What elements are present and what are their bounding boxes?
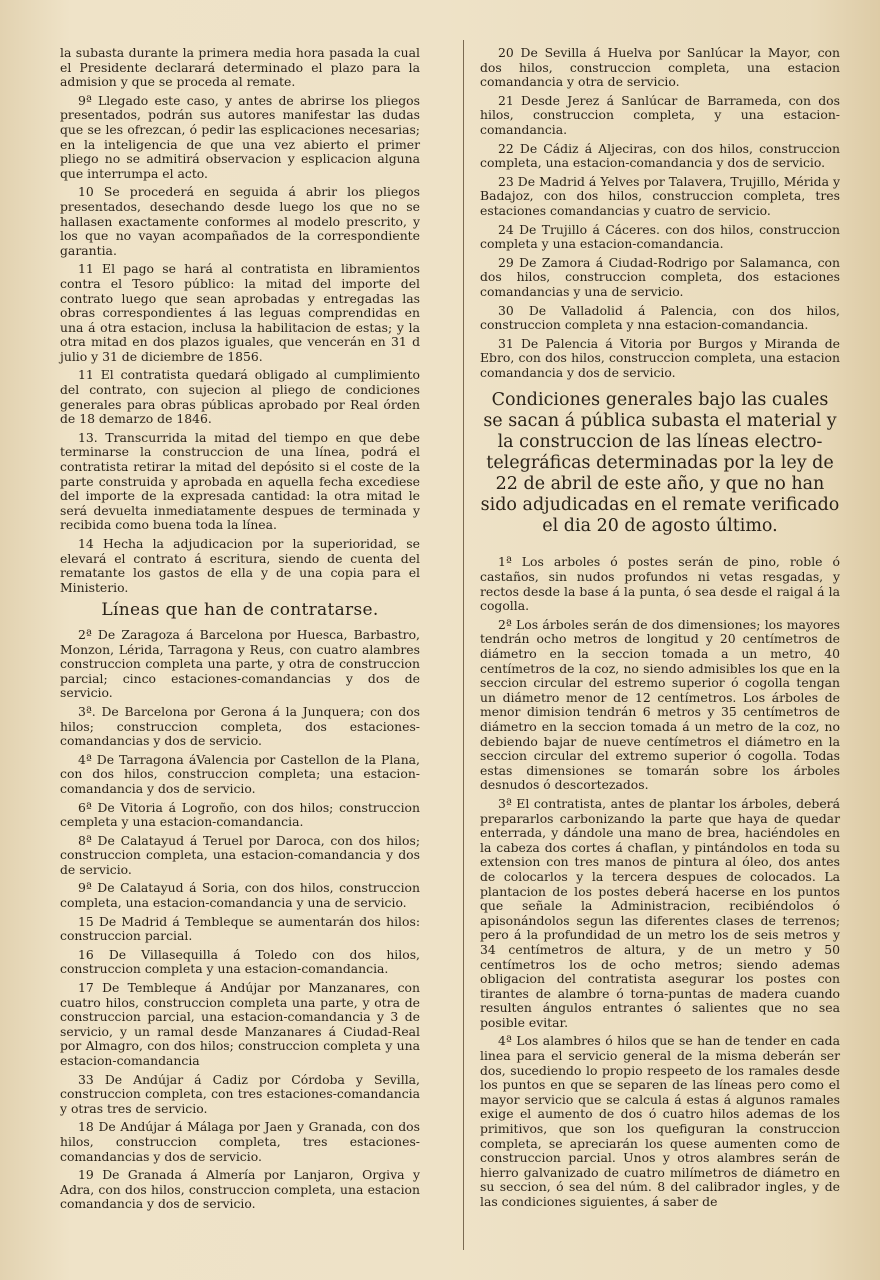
paragraph: 9ª Llegado este caso, y antes de abrirse los pliegos presentados, podrán sus autores manifestar las dudas que se les ofrezcan, ó pedir las esplicaciones necesarias; en la inteligencia de que una vez abierto el primer pliego no se admitirá observacion y esplicacion alguna que interrumpa el acto. — [60, 92, 420, 181]
line-item: 29 De Zamora á Ciudad-Rodrigo por Salamanca, con dos hilos, construccion completa, dos estaciones comandancias y una de servicio. — [480, 254, 840, 299]
line-item: 8ª De Calatayud á Teruel por Daroca, con dos hilos; construccion completa, una estacion-comandancia y dos de servicio. — [60, 832, 420, 877]
line-item: 33 De Andújar á Cadiz por Córdoba y Sevilla, construccion completa, con tres estaciones-comandancia y otras tres de servicio. — [60, 1071, 420, 1116]
line-item: 30 De Valladolid á Palencia, con dos hilos, construccion completa y nna estacion-comandancia. — [480, 302, 840, 333]
paragraph: 11 El contratista quedará obligado al cumplimiento del contrato, con sujecion al pliego de condiciones generales para obras públicas aprobado por Real órden de 18 demarzo de 1846. — [60, 367, 420, 427]
line-item: 15 De Madrid á Tembleque se aumentarán dos hilos: construccion parcial. — [60, 913, 420, 944]
section-title-conditions: Condiciones generales bajo las cuales se sacan á pública subasta el material y la construccion de las líneas electro-telegráficas determinadas por la ley de 22 de abril de este año, y que no han sido adjudicadas en el remate verificado el dia 20 de agosto último. — [480, 390, 840, 537]
line-item: 31 De Palencia á Vitoria por Burgos y Miranda de Ebro, con dos hilos, construccion completa, una estacion comandancia y dos de servicio. — [480, 335, 840, 380]
line-item: 23 De Madrid á Yelves por Talavera, Trujillo, Mérida y Badajoz, con dos hilos, construccion completa, tres estaciones comandancias y cuatro de servicio. — [480, 173, 840, 218]
left-top-paragraphs — [60, 46, 420, 595]
line-item: 6ª De Vitoria á Logroño, con dos hilos; construccion cempleta y una estacion-comandancia. — [60, 799, 420, 830]
right-column — [480, 46, 840, 1214]
condition-paragraph: 3ª El contratista, antes de plantar los árboles, deberá prepararlos carbonizando la parte que haya de quedar enterrada, y dándole una mano de brea, haciéndoles en la cabeza dos cortes á chaflan, y pintándolos en toda su extension con tres manos de pintura al óleo, dos antes de colocarlos y la tercera despues de colocados. La plantacion de los postes deberá hacerse en los puntos que señale la Administracion, recibiéndolos ó apisonándolos segun las diferentes clases de terrenos; pero á la profundidad de un metro los de seis metros y 34 centímetros de altura, y de un metro y 50 centímetros los de ocho metros; siendo ademas obligacion del contratista asegurar los postes con tirantes de alambre ó torna-puntas de madera cuando resulten ángulos entrantes ó salientes que no sea posible evitar. — [480, 795, 840, 1030]
line-item: 4ª De Tarragona áValencia por Castellon de la Plana, con dos hilos, construccion completa; una estacion-comandancia y dos de servicio. — [60, 751, 420, 796]
right-lines-list — [480, 46, 840, 380]
conditions-list — [480, 555, 840, 1209]
line-item: 16 De Villasequilla á Toledo con dos hilos, construccion completa y una estacion-comandancia. — [60, 946, 420, 977]
column-divider — [463, 40, 464, 1250]
line-item: 20 De Sevilla á Huelva por Sanlúcar la Mayor, con dos hilos, construccion completa, una estacion comandancia y otra de servicio. — [480, 45, 840, 90]
paragraph: la subasta durante la primera media hora pasada la cual el Presidente declarará determinado el plazo para la admision y que se proceda al remate. — [60, 45, 420, 90]
paragraph: 14 Hecha la adjudicacion por la superioridad, se elevará el contrato á escritura, siendo de cuenta del rematante los gastos de ella y de una copia para el Ministerio. — [60, 536, 420, 595]
paragraph: 11 El pago se hará al contratista en libramientos contra el Tesoro público: la mitad del importe del contrato luego que sean aprobadas y entregadas las obras correspondientes á las leguas comprendidas en una á otra estacion, inclusa la habilitacion de estas; y la otra mitad en dos plazos iguales, que vencerán en 31 d julio y 31 de diciembre de 1856. — [60, 261, 420, 364]
line-item: 9ª De Calatayud á Soria, con dos hilos, construccion completa, una estacion-comandancia y una de servicio. — [60, 880, 420, 911]
paragraph: 13. Transcurrida la mitad del tiempo en que debe terminarse la construccion de una línea, podrá el contratista retirar la mitad del depósito si el coste de la parte construida y aprobada en aquella fecha excediese del importe de la expresada cantidad: la otra mitad le será devuelta inmediatamente despues de terminada y recibida como buena toda la línea. — [60, 429, 420, 533]
left-column — [60, 46, 420, 1216]
line-item: 21 Desde Jerez á Sanlúcar de Barrameda, con dos hilos, construccion completa, y una estacion-comandancia. — [480, 92, 840, 137]
paragraph: 10 Se procederá en seguida á abrir los pliegos presentados, desechando desde luego los que no se hallasen exactamente conformes al modelo prescrito, y los que no vayan acompañados de la correspondiente garantia. — [60, 184, 420, 258]
line-item: 3ª. De Barcelona por Gerona á la Junquera; con dos hilos; construccion completa, dos estaciones-comandancias y dos de servicio. — [60, 703, 420, 749]
left-lines-list — [60, 628, 420, 1212]
line-item: 19 De Granada á Almería por Lanjaron, Orgiva y Adra, con dos hilos, construccion completa, una estacion comandancia y dos de servicio. — [60, 1167, 420, 1212]
line-item: 17 De Tembleque á Andújar por Manzanares, con cuatro hilos, construccion completa una parte, y otra de construccion parcial, una estacion-comandancia y 3 de servicio, y un ramal desde Manzanares á Ciudad-Real por Almagro, con dos hilos; construccion completa y una estacion-comandancia — [60, 980, 420, 1068]
section-title-lines: Líneas que han de contratarse. — [101, 600, 379, 621]
condition-paragraph: 1ª Los arboles ó postes serán de pino, roble ó castaños, sin nudos profundos ni vetas resgadas, y rectos desde la base á la punta, ó sea desde el raigal á la cogolla. — [480, 554, 840, 614]
line-item: 2ª De Zaragoza á Barcelona por Huesca, Barbastro, Monzon, Lérida, Tarragona y Reus, con cuatro alambres construccion completa una parte, y otra de construccion parcial; cinco estaciones-comandancias y dos de servicio. — [60, 626, 420, 701]
condition-paragraph: 4ª Los alambres ó hilos que se han de tender en cada linea para el servicio general de la misma deberán ser dos, sucediendo lo propio respeeto de los ramales desde los puntos en que se separen de las líneas pero como el mayor servicio que se calcula á estas á algunos ramales exige el aumento de dos ó cuatro hilos ademas de los primitivos, que son los quefiguran la construccion completa, se apreciarán los quese aumenten como de construccion parcial. Unos y otros alambres serán de hierro galvanizado de cuatro milímetros de diámetro en su seccion, ó sea del núm. 8 del calibrador ingles, y de las condiciones siguientes, á saber de — [480, 1033, 840, 1209]
condition-paragraph: 2ª Los árboles serán de dos dimensiones; los mayores tendrán ocho metros de longitud y 20 centímetros de diámetro en la seccion tomada a un metro, 40 centímetros de la coz, no siendo admisibles los que en la seccion circular del estremo superior ó cogolla tengan un diámetro menor de 12 centímetros. Los árboles de menor dimision tendrán 6 metros y 35 centímetros de diámetro en la seccion tomada á un metro de la coz, no debiendo bajar de nueve centímetros el diámetro en la seccion circular del extremo superior ó cogolla. Todas estas dimensiones se tomarán sobre los árboles desnudos ó descortezados. — [480, 616, 840, 793]
line-item: 24 De Trujillo á Cáceres. con dos hilos, construccion completa y una estacion-comandancia. — [480, 221, 840, 252]
line-item: 18 De Andújar á Málaga por Jaen y Granada, con dos hilos, construccion completa, tres estaciones-comandancias y dos de servicio. — [60, 1119, 420, 1164]
line-item: 22 De Cádiz á Aljeciras, con dos hilos, construccion completa, una estacion-comandancia y dos de servicio. — [480, 140, 840, 171]
